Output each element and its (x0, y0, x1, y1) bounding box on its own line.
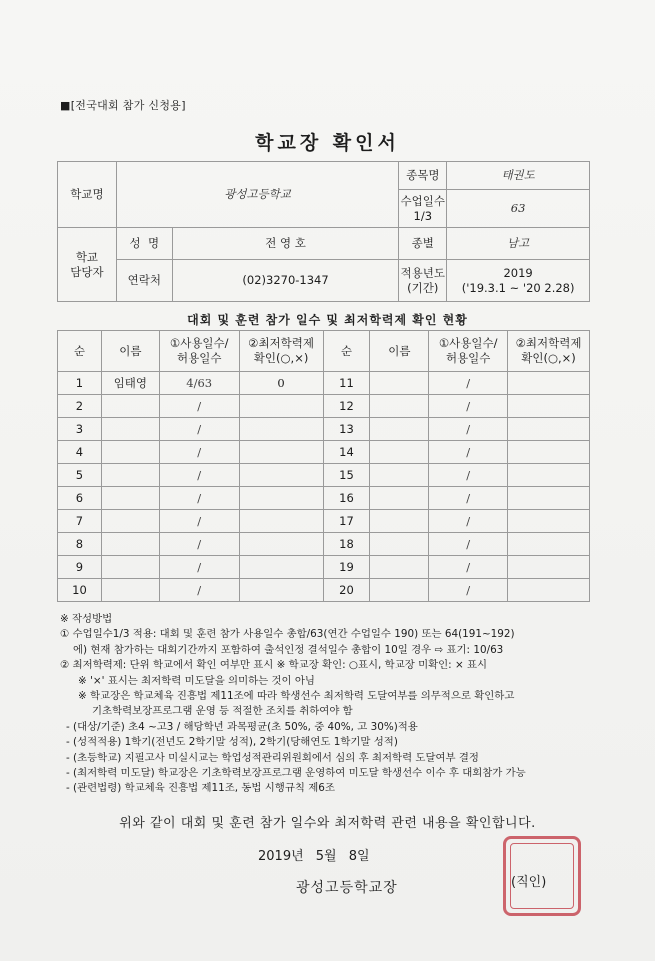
row-no: 19 (323, 556, 370, 579)
row-check (239, 464, 323, 487)
row-name (101, 464, 159, 487)
type-value: 남고 (447, 228, 590, 260)
row-name (370, 418, 429, 441)
row-no: 17 (323, 510, 370, 533)
confirm-statement: 위와 같이 대회 및 훈련 참가 일수와 최저학력 관련 내용을 확인합니다. (119, 816, 536, 831)
col-days-left-1: ①사용일수/ (169, 336, 229, 351)
col-check-left (239, 331, 323, 372)
row-no: 15 (323, 464, 370, 487)
row-days: / (429, 441, 508, 464)
year-value-2: ('19.3.1 ~ '20 2.28) (461, 280, 575, 295)
row-no: 14 (323, 441, 370, 464)
row-check (508, 395, 590, 418)
row-days: / (429, 464, 508, 487)
issue-date: 2019년 5월 8일 (258, 849, 370, 864)
row-no: 8 (58, 533, 102, 556)
col-check-right-2: 확인(○,×) (521, 351, 576, 365)
principal-name: 광성고등학교장 (296, 880, 398, 896)
row-no: 9 (58, 556, 102, 579)
row-check (239, 418, 323, 441)
row-name (370, 487, 429, 510)
note-line: - (최저학력 미도달) 학교장은 기초학력보장프로그램 운영하여 미도달 학생선수 이수 후 대회참가 가능 (66, 767, 526, 780)
row-days: / (429, 533, 508, 556)
row-days: / (429, 579, 508, 602)
year-value (447, 260, 590, 302)
row-check (239, 510, 323, 533)
table-row (58, 418, 590, 441)
row-name (370, 372, 429, 395)
row-check (239, 441, 323, 464)
table-row (58, 579, 590, 602)
row-days: / (159, 533, 239, 556)
note-line: ② 최저학력제: 단위 학교에서 확인 여부만 표시 ※ 학교장 확인: ○표시, 학교장 미확인: × 표시 (60, 659, 488, 672)
col-days-right-1: ①사용일수/ (438, 336, 498, 351)
row-no: 1 (58, 372, 102, 395)
row-check (508, 533, 590, 556)
row-days: / (159, 464, 239, 487)
col-check-left-2: 확인(○,×) (253, 351, 309, 365)
row-name (101, 418, 159, 441)
year-value-1: 2019 (503, 265, 533, 280)
row-days: / (159, 510, 239, 533)
col-check-right-1: ②최저학력제 (515, 336, 582, 351)
col-days-right-2: 허용일수 (445, 351, 491, 365)
row-no: 7 (58, 510, 102, 533)
row-check (508, 579, 590, 602)
row-check (239, 395, 323, 418)
row-days: / (159, 418, 239, 441)
manager-label-2: 담당자 (70, 264, 104, 279)
row-name (370, 533, 429, 556)
row-days: / (429, 487, 508, 510)
row-no: 5 (58, 464, 102, 487)
row-name (370, 510, 429, 533)
row-no: 12 (323, 395, 370, 418)
contact-label: 연락처 (116, 260, 172, 302)
sport-value: 태권도 (447, 162, 590, 190)
row-check (508, 464, 590, 487)
info-table (57, 161, 590, 302)
row-days: / (429, 395, 508, 418)
col-check-right (508, 331, 590, 372)
manager-label (58, 228, 117, 302)
table-row (58, 510, 590, 533)
row-days: / (159, 579, 239, 602)
row-check (239, 556, 323, 579)
seal-label: (직인) (511, 875, 547, 890)
row-no: 6 (58, 487, 102, 510)
row-name (101, 395, 159, 418)
row-check (239, 487, 323, 510)
row-name (101, 487, 159, 510)
row-check (508, 510, 590, 533)
row-days: / (429, 556, 508, 579)
row-check (508, 556, 590, 579)
table-row (58, 556, 590, 579)
row-no: 18 (323, 533, 370, 556)
year-label (399, 260, 447, 302)
row-no: 13 (323, 418, 370, 441)
writing-notes (60, 612, 600, 797)
note-line: 에) 현재 참가하는 대회기간까지 포함하여 출석인정 결석일수 총합이 10일 경우 ⇨ 표기: 10/63 (73, 643, 504, 656)
row-no: 11 (323, 372, 370, 395)
note-line: ※ 작성방법 (60, 613, 113, 625)
col-no-left: 순 (58, 331, 102, 372)
row-days: / (159, 487, 239, 510)
manager-label-1: 학교 (75, 249, 99, 264)
page-title: 학교장 확인서 (255, 132, 400, 154)
table-row (58, 487, 590, 510)
note-line: ① 수업일수1/3 적용: 대회 및 훈련 참가 사용일수 총합/63(연간 수업일수 190) 또는 64(191~192) (60, 628, 515, 641)
row-name (370, 579, 429, 602)
row-name (370, 441, 429, 464)
sport-label: 종목명 (399, 162, 447, 190)
table-row (58, 372, 590, 395)
school-label: 학교명 (58, 162, 117, 228)
name-value: 전 영 호 (172, 228, 399, 260)
note-line: - (초등학교) 지필고사 미실시교는 학업성적관리위원회에서 심의 후 최저학력 도달여부 결정 (66, 751, 479, 764)
row-no: 2 (58, 395, 102, 418)
row-check: 0 (239, 372, 323, 395)
row-check (508, 418, 590, 441)
row-days: 4/63 (159, 372, 239, 395)
row-days: / (429, 418, 508, 441)
col-check-left-1: ②최저학력제 (248, 336, 314, 351)
days-value: 63 (447, 190, 590, 228)
contact-value: (02)3270-1347 (172, 260, 399, 302)
header-tag: ■[전국대회 참가 신청용] (60, 99, 186, 112)
type-label: 종별 (399, 228, 447, 260)
row-name (370, 556, 429, 579)
note-line: ※ 학교장은 학교체육 진흥법 제11조에 따라 학생선수 최저학력 도달여부를 의무적으로 확인하고 (78, 690, 515, 703)
school-value: 광성고등학교 (116, 162, 398, 228)
table-row (58, 441, 590, 464)
row-name (101, 441, 159, 464)
row-check (508, 487, 590, 510)
row-days: / (429, 510, 508, 533)
row-check (239, 579, 323, 602)
status-subtitle: 대회 및 훈련 참가 일수 및 최저학력제 확인 현황 (187, 313, 468, 327)
row-name (101, 510, 159, 533)
participation-table (57, 330, 590, 602)
name-label: 성 명 (116, 228, 172, 260)
row-check (508, 441, 590, 464)
row-name (370, 395, 429, 418)
row-name (101, 579, 159, 602)
note-line: - (성적적용) 1학기(전년도 2학기말 성적), 2학기(당해연도 1학기말 성적) (66, 736, 398, 749)
year-label-1: 적용년도 (400, 265, 445, 280)
col-name-right: 이름 (370, 331, 429, 372)
col-no-right: 순 (323, 331, 370, 372)
col-days-right (429, 331, 508, 372)
days-label-1: 수업일수 (400, 193, 445, 208)
row-no: 10 (58, 579, 102, 602)
note-line: - (대상/기준) 초4 ~고3 / 해당학년 과목평균(초 50%, 중 40%, 고 30%)적용 (66, 720, 418, 733)
row-name (370, 464, 429, 487)
row-days: / (159, 441, 239, 464)
row-name (101, 556, 159, 579)
row-no: 16 (323, 487, 370, 510)
days-label (399, 190, 447, 228)
row-no: 20 (323, 579, 370, 602)
row-name: 임태영 (101, 372, 159, 395)
row-no: 3 (58, 418, 102, 441)
days-label-2: 1/3 (413, 208, 433, 223)
row-name (101, 533, 159, 556)
col-name-left: 이름 (101, 331, 159, 372)
note-line: 기초학력보장프로그램 운영 등 적절한 조치를 취하여야 함 (92, 705, 353, 718)
table-row (58, 395, 590, 418)
note-line: - (관련법령) 학교체육 진흥법 제11조, 동법 시행규칙 제6조 (66, 782, 335, 795)
table-row (58, 533, 590, 556)
row-no: 4 (58, 441, 102, 464)
row-check (508, 372, 590, 395)
row-days: / (159, 556, 239, 579)
year-label-2: (기간) (407, 280, 439, 295)
col-days-left-2: 허용일수 (177, 351, 222, 365)
col-days-left (159, 331, 239, 372)
row-check (239, 533, 323, 556)
table-row (58, 464, 590, 487)
note-line: ※ '×' 표시는 최저학력 미도달을 의미하는 것이 아님 (78, 674, 315, 687)
row-days: / (159, 395, 239, 418)
row-days: / (429, 372, 508, 395)
